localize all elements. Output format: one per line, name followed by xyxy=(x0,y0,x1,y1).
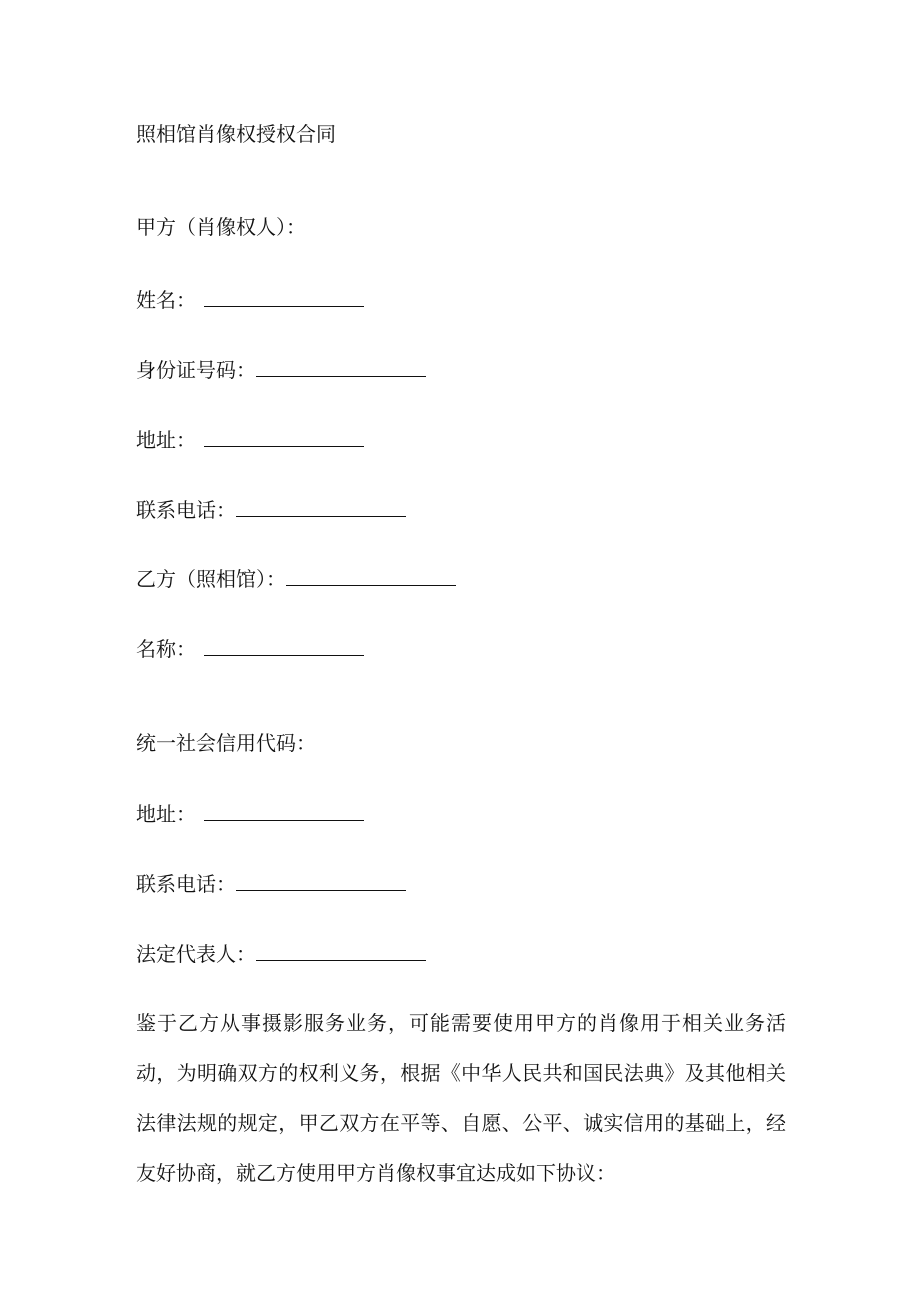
party-b-heading-row xyxy=(136,565,456,593)
party-a-name-row xyxy=(136,286,364,314)
party-a-phone-label: 联系电话： xyxy=(136,498,236,522)
party-b-name-label: 名称： xyxy=(136,637,196,661)
party-b-legal-rep-row xyxy=(136,940,426,968)
preamble-line: 鉴于乙方从事摄影服务业务，可能需要使用甲方的肖像用于相关业务活 xyxy=(136,1011,786,1035)
party-b-credit-code-label: 统一社会信用代码： xyxy=(136,731,316,755)
party-b-address-blank[interactable] xyxy=(204,802,364,821)
preamble-line: 法律法规的规定，甲乙双方在平等、自愿、公平、诚实信用的基础上，经 xyxy=(136,1111,786,1135)
party-a-name-blank[interactable] xyxy=(204,288,364,307)
party-b-heading-blank[interactable] xyxy=(286,567,456,586)
party-b-phone-blank[interactable] xyxy=(236,872,406,891)
party-a-id-label: 身份证号码： xyxy=(136,358,256,382)
party-b-legal-rep-blank[interactable] xyxy=(256,942,426,961)
party-a-phone-row xyxy=(136,496,406,524)
preamble-line: 动，为明确双方的权利义务，根据《中华人民共和国民法典》及其他相关 xyxy=(136,1061,786,1085)
party-a-phone-blank[interactable] xyxy=(236,498,406,517)
party-b-legal-rep-label: 法定代表人： xyxy=(136,942,256,966)
party-a-address-blank[interactable] xyxy=(204,428,364,447)
party-a-address-label: 地址： xyxy=(136,428,196,452)
party-a-heading: 甲方（肖像权人）： xyxy=(136,215,306,239)
party-b-phone-label: 联系电话： xyxy=(136,872,236,896)
party-b-phone-row xyxy=(136,870,406,898)
party-a-address-row xyxy=(136,426,364,454)
preamble-paragraph xyxy=(136,1009,786,1209)
party-b-name-blank[interactable] xyxy=(204,637,364,656)
preamble-line: 友好协商，就乙方使用甲方肖像权事宜达成如下协议： xyxy=(136,1161,616,1185)
party-b-credit-code-row xyxy=(136,729,316,757)
document-title: 照相馆肖像权授权合同 xyxy=(136,122,336,146)
party-b-address-label: 地址： xyxy=(136,802,196,826)
party-b-name-row xyxy=(136,635,364,663)
party-b-heading: 乙方（照相馆）： xyxy=(136,567,286,591)
party-a-name-label: 姓名： xyxy=(136,288,196,312)
party-b-address-row xyxy=(136,800,364,828)
party-a-id-blank[interactable] xyxy=(256,358,426,377)
party-a-id-row xyxy=(136,356,426,384)
